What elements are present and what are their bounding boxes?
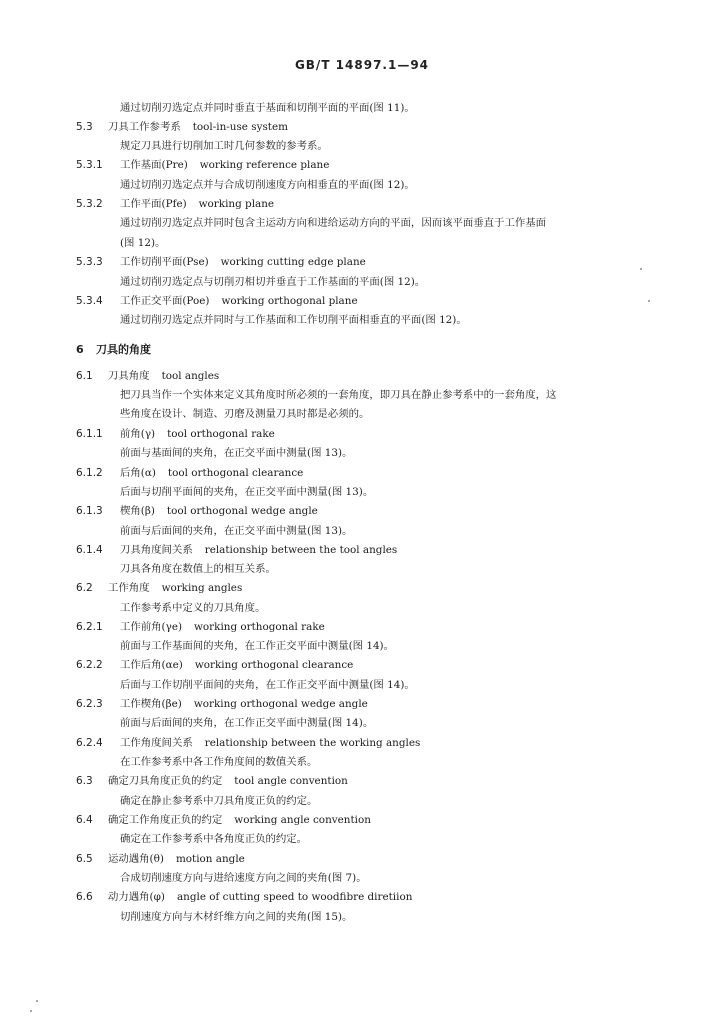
term-zh: 工作基面(Pre) (120, 159, 188, 171)
clause-heading (120, 158, 329, 172)
term-en: relationship between the working angles (204, 737, 421, 749)
clause-heading (120, 658, 353, 672)
clause-number: 6.1.1 (76, 428, 103, 440)
term-zh: 刀具的角度 (96, 343, 151, 356)
clause-number: 6 (76, 343, 84, 356)
definition-text: 刀具各角度在数值上的相互关系。 (120, 563, 276, 575)
term-en: tool angle convention (234, 775, 348, 787)
definition-text: 工作参考系中定义的刀具角度。 (120, 602, 266, 614)
clause-number: 6.6 (76, 891, 93, 903)
clause-text (120, 446, 352, 460)
clause-heading (120, 427, 275, 441)
clause-heading (120, 504, 318, 518)
clause-text (120, 678, 415, 692)
term-en: tool orthogonal wedge angle (166, 505, 318, 517)
clause-number: 6.3 (76, 775, 93, 787)
term-zh: 确定工作角度正负的约定 (108, 814, 223, 826)
clause-heading (120, 294, 358, 308)
clause-number: 6.5 (76, 853, 93, 865)
clause-heading (108, 852, 245, 866)
term-zh: 刀具角度 (108, 370, 150, 382)
clause-heading (108, 120, 288, 134)
definition-text: 通过切削刃选定点并同时垂直于基面和切削平面的平面(图 11)。 (120, 102, 415, 114)
definition-text: 通过切削刃选定点并同时与工作基面和工作切削平面相垂直的平面(图 12)。 (120, 314, 467, 326)
term-en: working reference plane (199, 159, 330, 171)
clause-text (120, 871, 367, 885)
clause-number: 5.3.1 (76, 159, 103, 171)
clause-text (120, 755, 317, 769)
clause-text (120, 216, 546, 230)
clause-text (120, 101, 415, 115)
scan-speck (640, 268, 642, 270)
term-zh: 工作前角(γe) (120, 621, 183, 633)
definition-text: 通过切削刃选定点并同时包含主运动方向和进给运动方向的平面，因而该平面垂直于工作基面 (120, 217, 547, 229)
clause-heading (120, 197, 274, 211)
definition-text: 通过切削刃选定点并与合成切削速度方向相垂直的平面(图 12)。 (120, 179, 415, 191)
clause-number: 6.2.3 (76, 698, 103, 710)
clause-heading (108, 774, 348, 788)
clause-heading (120, 543, 397, 557)
definition-text: 确定在工作参考系中各角度正负的约定。 (120, 833, 308, 845)
definition-text: 前面与工作基面间的夹角，在工作正交平面中测量(图 14)。 (120, 640, 395, 652)
definition-text: (图 12)。 (120, 237, 166, 249)
clause-heading (108, 890, 412, 904)
term-en: tool orthogonal clearance (167, 467, 304, 479)
clause-text (120, 178, 415, 192)
term-en: working orthogonal clearance (194, 659, 354, 671)
clause-heading (108, 369, 219, 383)
clause-number: 5.3.3 (76, 256, 103, 268)
definition-text: 前面与后面间的夹角，在工作正交平面中测量(图 14)。 (120, 717, 374, 729)
standard-header: GB/T 14897.1—94 (294, 58, 430, 72)
definition-text: 把刀具当作一个实体来定义其角度时所必须的一套角度，即刀具在静止参考系中的一套角度，这 (120, 389, 557, 401)
term-en: relationship between the tool angles (204, 544, 398, 556)
clause-number: 6.1 (76, 370, 93, 382)
clause-text (120, 407, 369, 421)
scan-speck (30, 1010, 32, 1012)
clause-number: 6.1.4 (76, 544, 103, 556)
term-zh: 后角(α) (120, 467, 156, 479)
clause-heading (120, 736, 420, 750)
definition-text: 切削速度方向与木材纤维方向之间的夹角(图 15)。 (120, 911, 353, 923)
definition-text: 合成切削速度方向与进给速度方向之间的夹角(图 7)。 (120, 872, 367, 884)
clause-text (120, 716, 373, 730)
clause-heading (120, 466, 303, 480)
term-zh: 运动遇角(θ) (108, 853, 164, 865)
definition-text: 些角度在设计、制造、刃磨及测量刀具时都是必须的。 (120, 408, 370, 420)
term-en: working orthogonal wedge angle (193, 698, 368, 710)
clause-number: 5.3.4 (76, 295, 103, 307)
clause-text (120, 601, 265, 615)
clause-heading (120, 255, 366, 269)
clause-text (120, 388, 556, 402)
clause-heading (96, 343, 151, 357)
term-zh: 工作切削平面(Pse) (120, 256, 209, 268)
definition-text: 后面与工作切削平面间的夹角，在工作正交平面中测量(图 14)。 (120, 679, 415, 691)
clause-text (120, 910, 352, 924)
clause-text (120, 524, 352, 538)
definition-text: 后面与切削平面间的夹角，在正交平面中测量(图 13)。 (120, 486, 374, 498)
clause-text (120, 562, 276, 576)
term-en: tool-in-use system (192, 121, 288, 133)
term-en: motion angle (175, 853, 245, 865)
clause-text (120, 832, 307, 846)
clause-number: 5.3.2 (76, 198, 103, 210)
clause-number: 6.2 (76, 582, 93, 594)
term-zh: 工作角度间关系 (120, 737, 193, 749)
definition-text: 在工作参考系中各工作角度间的数值关系。 (120, 756, 318, 768)
clause-number: 5.3 (76, 121, 93, 133)
term-zh: 动力遇角(φ) (108, 891, 165, 903)
definition-text: 前面与后面间的夹角，在正交平面中测量(图 13)。 (120, 525, 353, 537)
term-zh: 确定刀具角度正负的约定 (108, 775, 223, 787)
scan-speck (36, 1000, 38, 1002)
clause-text (120, 313, 467, 327)
term-en: working angle convention (234, 814, 371, 826)
term-en: working cutting edge plane (220, 256, 366, 268)
term-zh: 工作平面(Pfe) (120, 198, 187, 210)
term-zh: 刀具角度间关系 (120, 544, 193, 556)
term-zh: 前角(γ) (120, 428, 156, 440)
term-en: tool orthogonal rake (167, 428, 275, 440)
term-zh: 工作楔角(βe) (120, 698, 182, 710)
clause-text (120, 236, 165, 250)
term-en: working orthogonal plane (221, 295, 358, 307)
term-en: working plane (198, 198, 275, 210)
clause-text (120, 639, 394, 653)
definition-text: 通过切削刃选定点与切削刃相切并垂直于工作基面的平面(图 12)。 (120, 276, 426, 288)
term-en: tool angles (161, 370, 220, 382)
clause-text (120, 794, 317, 808)
clause-number: 6.4 (76, 814, 93, 826)
clause-number: 6.2.1 (76, 621, 103, 633)
clause-text (120, 139, 328, 153)
term-zh: 楔角(β) (120, 505, 155, 517)
definition-text: 确定在静止参考系中刀具角度正负的约定。 (120, 795, 318, 807)
clause-heading (108, 813, 371, 827)
term-zh: 工作后角(αe) (120, 659, 183, 671)
term-en: working orthogonal rake (194, 621, 325, 633)
scan-speck (648, 300, 650, 302)
clause-heading (108, 581, 242, 595)
clause-number: 6.1.2 (76, 467, 103, 479)
clause-heading (120, 620, 325, 634)
definition-text: 规定刀具进行切削加工时几何参数的参考系。 (120, 140, 328, 152)
clause-number: 6.2.4 (76, 737, 103, 749)
term-en: angle of cutting speed to woodfibre diretiion (176, 891, 413, 903)
term-zh: 工作角度 (108, 582, 150, 594)
term-en: working angles (161, 582, 243, 594)
definition-text: 前面与基面间的夹角，在正交平面中测量(图 13)。 (120, 447, 353, 459)
clause-heading (120, 697, 368, 711)
clause-text (120, 485, 373, 499)
clause-number: 6.1.3 (76, 505, 103, 517)
term-zh: 刀具工作参考系 (108, 121, 181, 133)
clause-text (120, 275, 425, 289)
clause-number: 6.2.2 (76, 659, 103, 671)
term-zh: 工作正交平面(Poe) (120, 295, 210, 307)
